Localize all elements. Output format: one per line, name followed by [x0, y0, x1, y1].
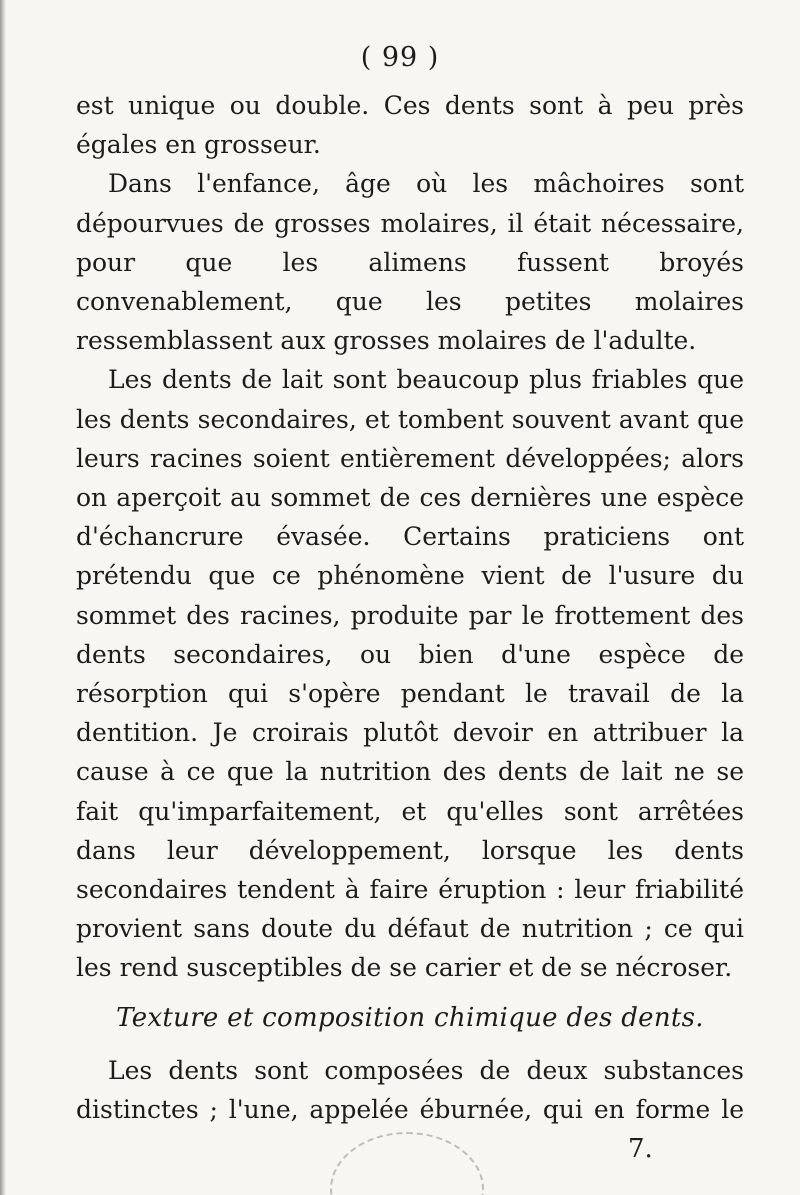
page-edge-shadow	[0, 0, 6, 1195]
paragraph-continuation: est unique ou double. Ces dents sont à peu près égales en grosseur.	[76, 91, 744, 160]
paragraph-composition: Les dents sont composées de deux substances distinctes ; l'une, appelée éburnée, qui en forme le	[76, 1055, 744, 1125]
paragraph-childhood-molars: Dans l'enfance, âge où les mâchoires sont dépourvues de grosses molaires, il était nécessaire, pour que les alimens fussent broyés convenablement, que les petites molaires ressemblassent aux grosses molaires de l'adulte.	[76, 169, 744, 356]
library-stamp	[330, 1132, 484, 1195]
page-number: ( 99 )	[360, 42, 440, 73]
paragraph-milk-teeth: Les dents de lait sont beaucoup plus friables que les dents secondaires, et tombent souvent avant que leurs racines soient entièrement développées; alors on aperçoit au sommet de ces dernières une espèce d'échancrure évasée. Certains praticiens ont prétendu que ce phénomène vient de l'usure du sommet des racines, produite par le frottement des dents secondaires, ou bien d'une espèce de résorption qui s'opère pendant le travail de la dentition. Je croirais plutôt devoir en attribuer la cause à ce que la nutrition des dents de lait ne se fait qu'imparfaitement, et qu'elles sont arrêtées dans leur développement, lorsque les dents secondaires tendent à faire éruption : leur friabilité provient sans doute du défaut de nutrition ; ce qui les rend susceptibles de se carier et de se nécroser.	[76, 365, 744, 983]
body-text	[76, 86, 744, 1129]
section-heading: Texture et composition chimique des dents.	[116, 1002, 704, 1033]
signature-mark: 7.	[628, 1134, 653, 1164]
